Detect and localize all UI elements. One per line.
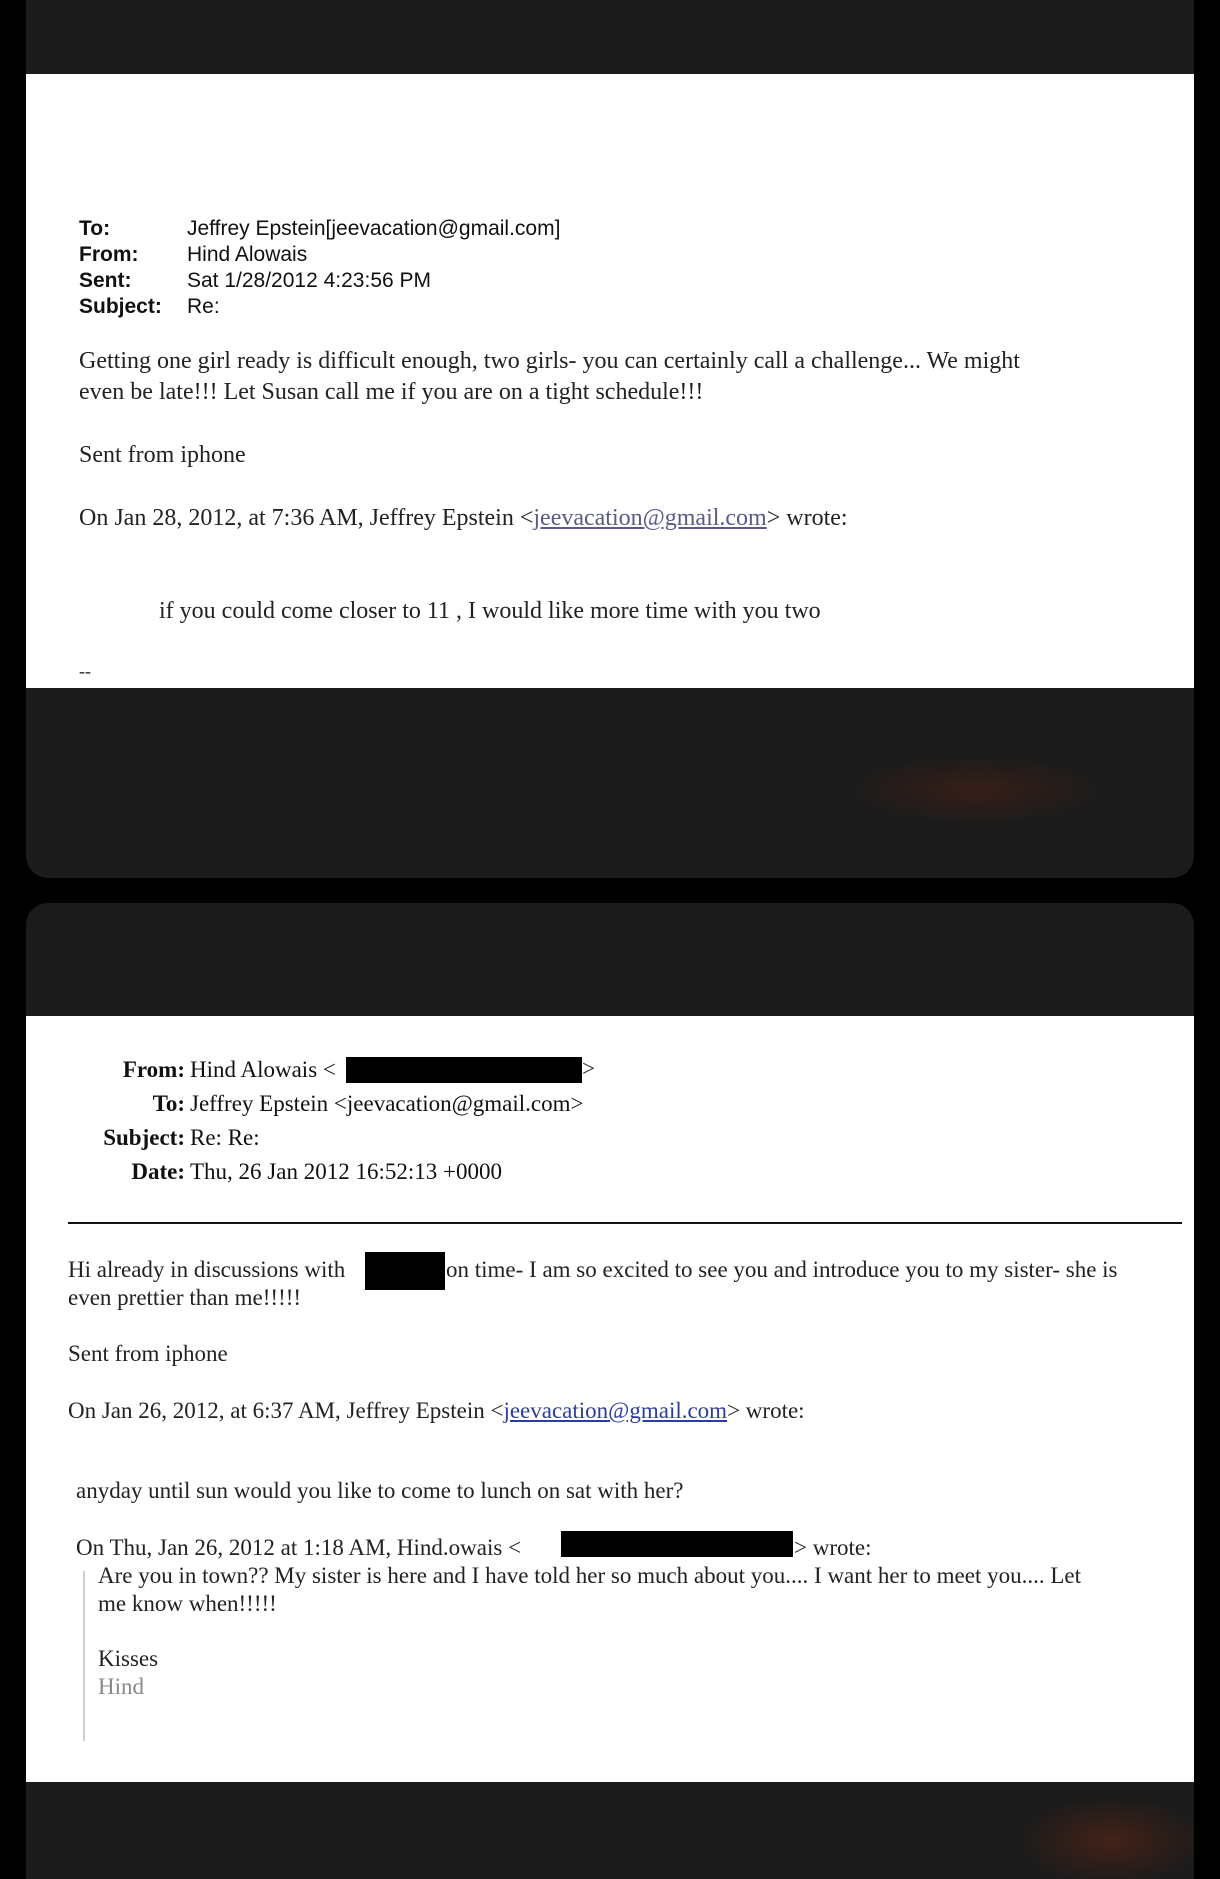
nested-line-1: Are you in town?? My sister is here and I have told her so much about you.... I want her to meet you.... Let	[98, 1563, 1082, 1588]
signature-dashes: --	[79, 661, 91, 681]
nested-quote-header: On Thu, Jan 26, 2012 at 1:18 AM, Hind.owais <	[76, 1535, 522, 1560]
subject-label: Subject:	[79, 295, 162, 318]
email-link[interactable]: jeevacation@gmail.com	[503, 1398, 728, 1423]
from-value: Hind Alowais	[187, 243, 308, 266]
body-line-2: even be late!!! Let Susan call me if you are on a tight schedule!!!	[79, 379, 704, 405]
redaction-bar	[561, 1531, 793, 1557]
redaction-bar	[346, 1057, 582, 1083]
signature-name: Hind	[98, 1674, 144, 1699]
quote-bar	[83, 1571, 85, 1741]
date-label: Date:	[131, 1159, 185, 1184]
email-document-2	[26, 1016, 1194, 1782]
from-label: From:	[122, 1057, 185, 1082]
nested-line-2: me know when!!!!!	[98, 1591, 277, 1616]
email-link[interactable]: jeevacation@gmail.com	[533, 505, 767, 531]
quoted-message: if you could come closer to 11 , I would like more time with you two	[159, 598, 821, 624]
reply-text: anyday until sun would you like to come to lunch on sat with her?	[76, 1478, 684, 1503]
from-label: From:	[79, 243, 139, 266]
date-value: Thu, 26 Jan 2012 16:52:13 +0000	[190, 1159, 502, 1184]
to-value: Jeffrey Epstein[jeevacation@gmail.com]	[187, 217, 561, 240]
to-value: Jeffrey Epstein <jeevacation@gmail.com>	[190, 1091, 584, 1116]
redaction-bar	[365, 1252, 445, 1290]
to-label: To:	[152, 1091, 185, 1116]
kisses-text: Kisses	[98, 1646, 159, 1671]
subject-value: Re:	[187, 295, 220, 318]
email-document-1	[26, 74, 1194, 688]
from-close-bracket: >	[582, 1056, 595, 1081]
body-line-1: Getting one girl ready is difficult enough, two girls- you can certainly call a challenge... We might	[79, 348, 1020, 374]
body-part-2: on time- I am so excited to see you and introduce you to my sister- she is	[446, 1257, 1118, 1282]
email-header	[79, 216, 560, 320]
screenshot-card-top	[26, 0, 1194, 878]
body-part-1: Hi already in discussions with	[68, 1257, 346, 1282]
sent-from-text: Sent from iphone	[68, 1341, 228, 1366]
body-line-2: even prettier than me!!!!!	[68, 1285, 302, 1310]
to-label: To:	[79, 217, 111, 240]
from-value: Hind Alowais <	[190, 1057, 336, 1082]
quote-header: On Jan 26, 2012, at 6:37 AM, Jeffrey Epstein <jeevacation@gmail.com> wrote:	[68, 1398, 805, 1423]
sent-from-text: Sent from iphone	[79, 442, 246, 468]
subject-label: Subject:	[103, 1125, 185, 1150]
header-divider	[68, 1222, 1182, 1224]
quote-header: On Jan 28, 2012, at 7:36 AM, Jeffrey Epstein <jeevacation@gmail.com> wrote:	[79, 505, 848, 531]
screenshot-card-bottom	[26, 903, 1194, 1879]
nested-quote-suffix: > wrote:	[794, 1535, 872, 1560]
subject-value: Re: Re:	[190, 1125, 260, 1150]
light-glare	[846, 755, 1106, 825]
sent-label: Sent:	[79, 269, 132, 292]
sent-value: Sat 1/28/2012 4:23:56 PM	[187, 269, 432, 292]
light-glare	[1016, 1796, 1194, 1879]
